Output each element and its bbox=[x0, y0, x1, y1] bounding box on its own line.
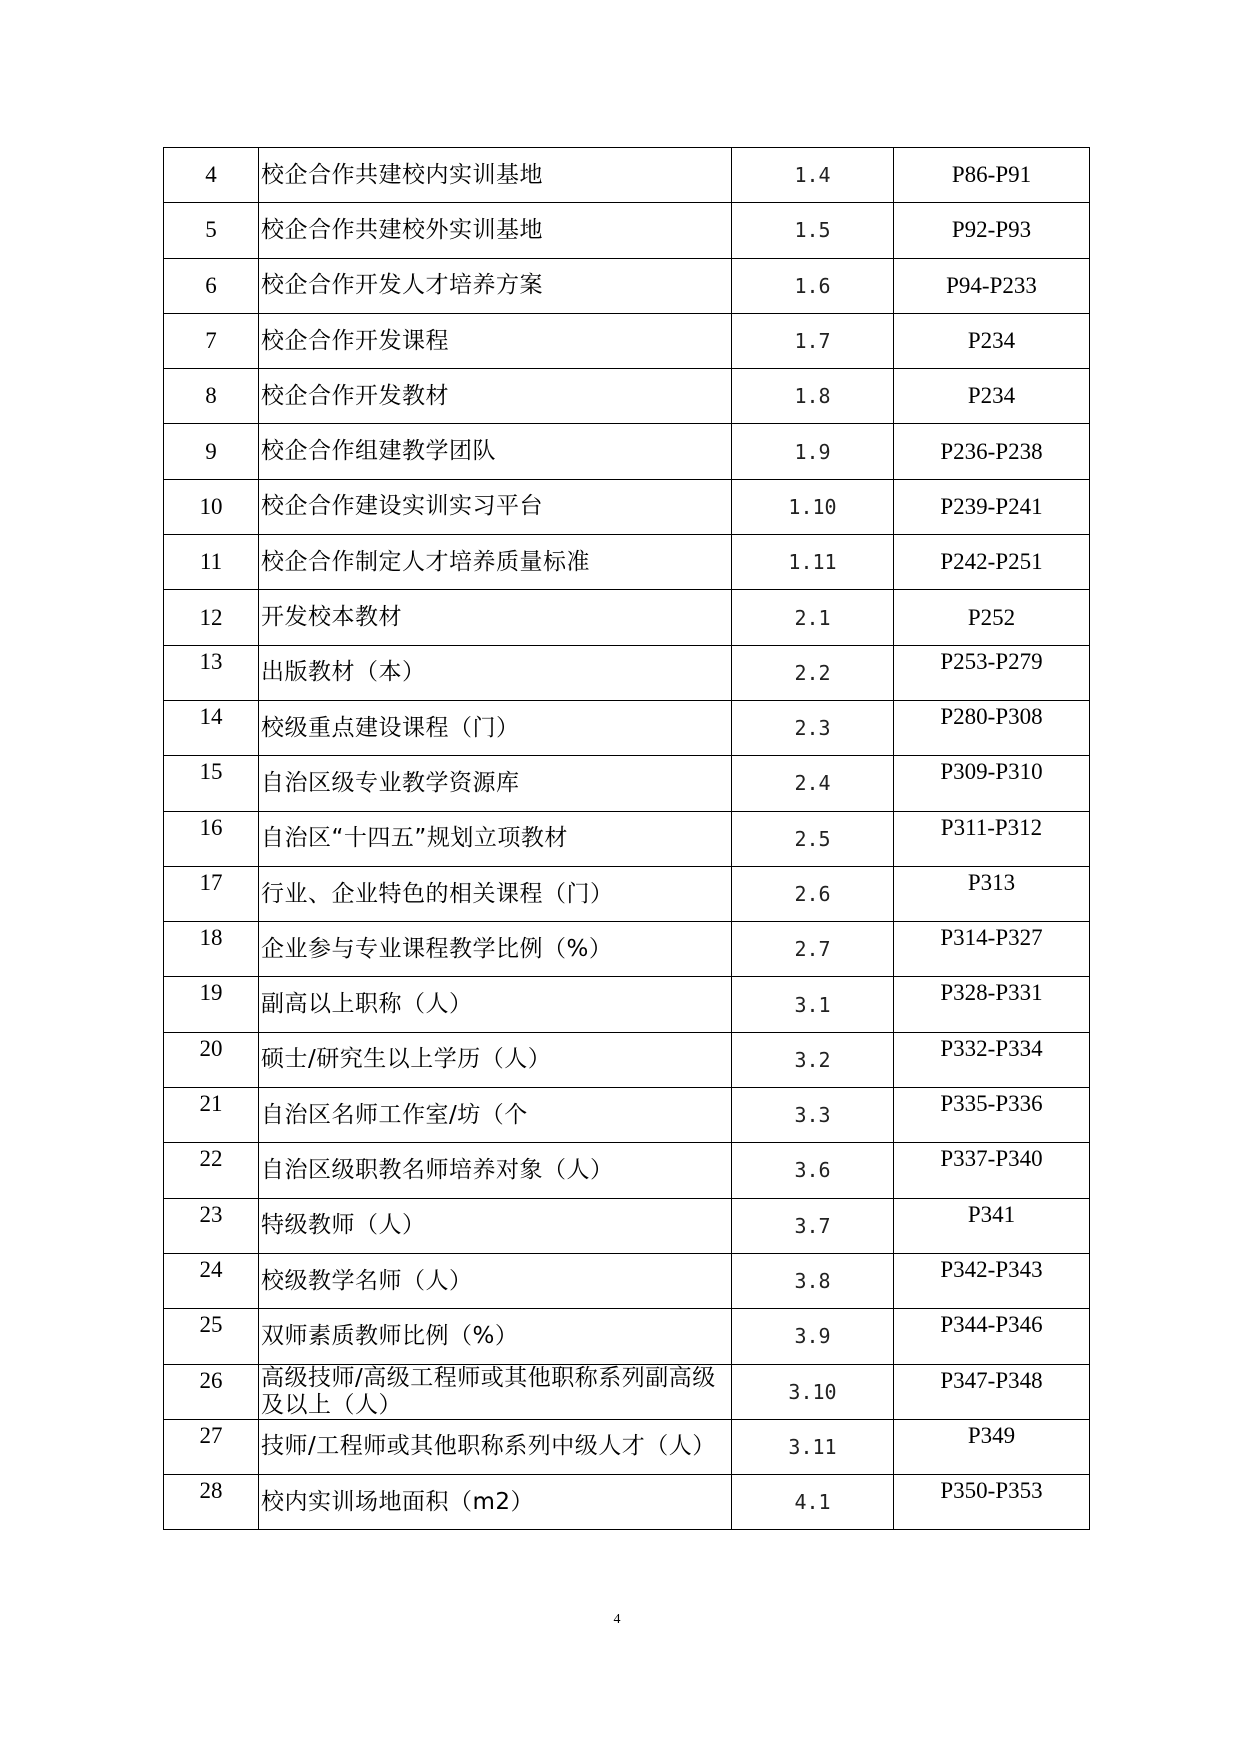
indicator-code-cell: 3.9 bbox=[732, 1309, 894, 1364]
indicator-code-cell: 3.7 bbox=[732, 1198, 894, 1253]
item-name-cell: 自治区级职教名师培养对象（人） bbox=[259, 1143, 732, 1198]
row-number-cell: 4 bbox=[164, 148, 259, 203]
table-row bbox=[164, 535, 1090, 590]
table-row bbox=[164, 1364, 1090, 1419]
page-range-cell: P347-P348 bbox=[894, 1364, 1090, 1419]
table-row bbox=[164, 922, 1090, 977]
table-row bbox=[164, 258, 1090, 313]
row-number-cell: 10 bbox=[164, 479, 259, 534]
item-name-cell: 企业参与专业课程教学比例（%） bbox=[259, 922, 732, 977]
table-row bbox=[164, 590, 1090, 645]
indicator-code-cell: 2.5 bbox=[732, 811, 894, 866]
indicator-code-cell: 2.4 bbox=[732, 756, 894, 811]
indicator-code-cell: 3.11 bbox=[732, 1419, 894, 1474]
item-name-cell: 校企合作制定人才培养质量标准 bbox=[259, 535, 732, 590]
row-number-cell: 11 bbox=[164, 535, 259, 590]
indicator-code-cell: 1.6 bbox=[732, 258, 894, 313]
page-range-cell: P280-P308 bbox=[894, 700, 1090, 755]
table-row bbox=[164, 1475, 1090, 1530]
table-row bbox=[164, 811, 1090, 866]
row-number-cell: 19 bbox=[164, 977, 259, 1032]
table-row bbox=[164, 1419, 1090, 1474]
page-range-cell: P236-P238 bbox=[894, 424, 1090, 479]
item-name-cell: 自治区名师工作室/坊（个 bbox=[259, 1088, 732, 1143]
page-range-cell: P242-P251 bbox=[894, 535, 1090, 590]
indicator-code-cell: 3.10 bbox=[732, 1364, 894, 1419]
row-number-cell: 26 bbox=[164, 1364, 259, 1419]
page-range-cell: P234 bbox=[894, 313, 1090, 368]
row-number-cell: 17 bbox=[164, 866, 259, 921]
row-number-cell: 16 bbox=[164, 811, 259, 866]
page-range-cell: P92-P93 bbox=[894, 203, 1090, 258]
page-range-cell: P239-P241 bbox=[894, 479, 1090, 534]
item-name-cell: 校企合作组建教学团队 bbox=[259, 424, 732, 479]
indicator-code-cell: 2.6 bbox=[732, 866, 894, 921]
row-number-cell: 28 bbox=[164, 1475, 259, 1530]
table-row bbox=[164, 1032, 1090, 1087]
indicator-code-cell: 3.2 bbox=[732, 1032, 894, 1087]
table-row bbox=[164, 369, 1090, 424]
table-row bbox=[164, 1143, 1090, 1198]
table-row bbox=[164, 700, 1090, 755]
row-number-cell: 21 bbox=[164, 1088, 259, 1143]
indicator-code-cell: 3.1 bbox=[732, 977, 894, 1032]
row-number-cell: 13 bbox=[164, 645, 259, 700]
item-name-cell: 特级教师（人） bbox=[259, 1198, 732, 1253]
table-row bbox=[164, 1198, 1090, 1253]
item-name-cell: 校企合作共建校外实训基地 bbox=[259, 203, 732, 258]
page-range-cell: P234 bbox=[894, 369, 1090, 424]
indicator-code-cell: 2.2 bbox=[732, 645, 894, 700]
table-row bbox=[164, 1309, 1090, 1364]
page-range-cell: P253-P279 bbox=[894, 645, 1090, 700]
table-row bbox=[164, 148, 1090, 203]
table-row bbox=[164, 424, 1090, 479]
item-name-cell: 校级重点建设课程（门） bbox=[259, 700, 732, 755]
indicator-code-cell: 1.9 bbox=[732, 424, 894, 479]
item-name-cell: 校级教学名师（人） bbox=[259, 1253, 732, 1308]
indicator-code-cell: 2.7 bbox=[732, 922, 894, 977]
item-name-cell: 校企合作开发课程 bbox=[259, 313, 732, 368]
page-range-cell: P349 bbox=[894, 1419, 1090, 1474]
page-range-cell: P328-P331 bbox=[894, 977, 1090, 1032]
table-row bbox=[164, 977, 1090, 1032]
indicator-code-cell: 3.8 bbox=[732, 1253, 894, 1308]
item-name-cell: 自治区级专业教学资源库 bbox=[259, 756, 732, 811]
page-range-cell: P335-P336 bbox=[894, 1088, 1090, 1143]
indicator-code-cell: 1.10 bbox=[732, 479, 894, 534]
row-number-cell: 18 bbox=[164, 922, 259, 977]
item-name-cell: 高级技师/高级工程师或其他职称系列副高级及以上（人） bbox=[259, 1364, 732, 1419]
indicator-code-cell: 2.1 bbox=[732, 590, 894, 645]
row-number-cell: 20 bbox=[164, 1032, 259, 1087]
indicator-code-cell: 4.1 bbox=[732, 1475, 894, 1530]
indicator-code-cell: 2.3 bbox=[732, 700, 894, 755]
page-range-cell: P313 bbox=[894, 866, 1090, 921]
item-name-cell: 校企合作共建校内实训基地 bbox=[259, 148, 732, 203]
evidence-index-table bbox=[163, 147, 1090, 1530]
page-range-cell: P332-P334 bbox=[894, 1032, 1090, 1087]
indicator-code-cell: 1.7 bbox=[732, 313, 894, 368]
table-row bbox=[164, 313, 1090, 368]
row-number-cell: 8 bbox=[164, 369, 259, 424]
page-number: 4 bbox=[613, 1612, 621, 1627]
item-name-cell: 出版教材（本） bbox=[259, 645, 732, 700]
indicator-code-cell: 3.6 bbox=[732, 1143, 894, 1198]
page-range-cell: P350-P353 bbox=[894, 1475, 1090, 1530]
table-row bbox=[164, 866, 1090, 921]
page-range-cell: P314-P327 bbox=[894, 922, 1090, 977]
page-range-cell: P337-P340 bbox=[894, 1143, 1090, 1198]
table-row bbox=[164, 479, 1090, 534]
indicator-code-cell: 1.5 bbox=[732, 203, 894, 258]
row-number-cell: 22 bbox=[164, 1143, 259, 1198]
row-number-cell: 12 bbox=[164, 590, 259, 645]
table-row bbox=[164, 645, 1090, 700]
row-number-cell: 9 bbox=[164, 424, 259, 479]
row-number-cell: 14 bbox=[164, 700, 259, 755]
row-number-cell: 27 bbox=[164, 1419, 259, 1474]
page-range-cell: P86-P91 bbox=[894, 148, 1090, 203]
item-name-cell: 校企合作建设实训实习平台 bbox=[259, 479, 732, 534]
page-range-cell: P252 bbox=[894, 590, 1090, 645]
page-range-cell: P94-P233 bbox=[894, 258, 1090, 313]
row-number-cell: 23 bbox=[164, 1198, 259, 1253]
row-number-cell: 6 bbox=[164, 258, 259, 313]
item-name-cell: 副高以上职称（人） bbox=[259, 977, 732, 1032]
item-name-cell: 校企合作开发教材 bbox=[259, 369, 732, 424]
page-range-cell: P311-P312 bbox=[894, 811, 1090, 866]
item-name-cell: 硕士/研究生以上学历（人） bbox=[259, 1032, 732, 1087]
page-range-cell: P309-P310 bbox=[894, 756, 1090, 811]
table-row bbox=[164, 1088, 1090, 1143]
row-number-cell: 25 bbox=[164, 1309, 259, 1364]
table-body bbox=[164, 148, 1090, 1530]
indicator-code-cell: 3.3 bbox=[732, 1088, 894, 1143]
indicator-code-cell: 1.4 bbox=[732, 148, 894, 203]
page-range-cell: P342-P343 bbox=[894, 1253, 1090, 1308]
page-range-cell: P341 bbox=[894, 1198, 1090, 1253]
item-name-cell: 开发校本教材 bbox=[259, 590, 732, 645]
table-row bbox=[164, 203, 1090, 258]
row-number-cell: 7 bbox=[164, 313, 259, 368]
item-name-cell: 技师/工程师或其他职称系列中级人才（人） bbox=[259, 1419, 732, 1474]
row-number-cell: 15 bbox=[164, 756, 259, 811]
indicator-code-cell: 1.11 bbox=[732, 535, 894, 590]
item-name-cell: 校企合作开发人才培养方案 bbox=[259, 258, 732, 313]
item-name-cell: 双师素质教师比例（%） bbox=[259, 1309, 732, 1364]
row-number-cell: 24 bbox=[164, 1253, 259, 1308]
table-row bbox=[164, 756, 1090, 811]
indicator-code-cell: 1.8 bbox=[732, 369, 894, 424]
item-name-cell: 校内实训场地面积（m2） bbox=[259, 1475, 732, 1530]
row-number-cell: 5 bbox=[164, 203, 259, 258]
table-row bbox=[164, 1253, 1090, 1308]
page-range-cell: P344-P346 bbox=[894, 1309, 1090, 1364]
item-name-cell: 自治区“十四五”规划立项教材 bbox=[259, 811, 732, 866]
item-name-cell: 行业、企业特色的相关课程（门） bbox=[259, 866, 732, 921]
